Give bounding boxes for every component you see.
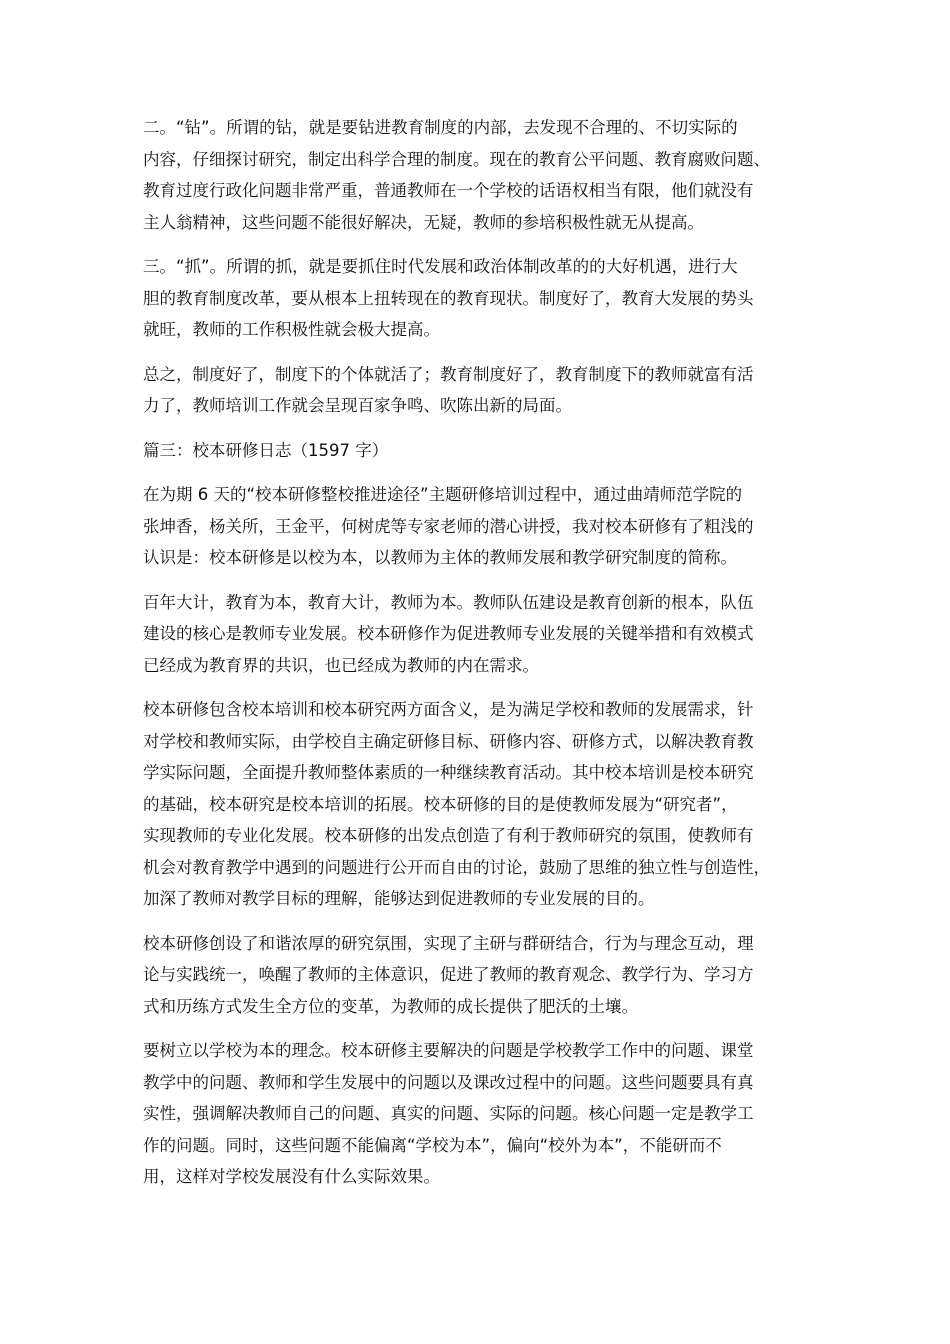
text-line: 建设的核心是教师专业发展。校本研修作为促进教师专业发展的关键举措和有效模式 [143, 624, 754, 643]
text-line: 校本研修创设了和谐浓厚的研究氛围，实现了主研与群研结合，行为与理念互动，理 [143, 933, 754, 953]
text-line: 在为期 6 天的“校本研修整校推进途径”主题研修培训过程中，通过曲靖师范学院的 [143, 485, 743, 504]
para-definition [143, 694, 825, 915]
text-line: 加深了教师对教学目标的理解，能够达到促进教师的专业发展的目的。 [143, 889, 655, 908]
text-line: 用，这样对学校发展没有什么实际效果。 [143, 1167, 440, 1186]
text-line: 教学中的问题、教师和学生发展中的问题以及课改过程中的问题。这些问题要具有真 [143, 1072, 754, 1092]
text-line: 就旺，教师的工作积极性就会极大提高。 [143, 320, 440, 339]
text-line: 张坤香，杨关所，王金平，何树虎等专家老师的潜心讲授，我对校本研修有了粗浅的 [143, 516, 754, 536]
text-line: 胆的教育制度改革，要从根本上扭转现在的教育现状。制度好了，教育大发展的势头 [143, 288, 754, 308]
text-line: 已经成为教育界的共识，也已经成为教师的内在需求。 [143, 655, 539, 675]
text-line: 三。“抓”。所谓的抓，就是要抓住时代发展和政治体制改革的的大好机遇，进行大 [143, 257, 738, 276]
text-line: 百年大计，教育为本，教育大计，教师为本。教师队伍建设是教育创新的根本，队伍 [143, 592, 754, 612]
text-line: 总之，制度好了，制度下的个体就活了；教育制度好了，教育制度下的教师就富有活 [143, 364, 754, 384]
text-line: 篇三：校本研修日志（1597 字） [143, 440, 389, 460]
text-line: 教育过度行政化问题非常严重，普通教师在一个学校的话语权相当有限，他们就没有 [143, 181, 754, 200]
text-line: 学实际问题，全面提升教师整体素质的一种继续教育活动。其中校本培训是校本研究 [143, 763, 754, 782]
text-line: 二。“钻”。所谓的钻，就是要钻进教育制度的内部，去发现不合理的、不切实际的 [143, 118, 738, 137]
text-line: 主人翁精神，这些问题不能很好解决，无疑，教师的参培积极性就无从提高。 [143, 212, 704, 232]
para-zhua [143, 251, 825, 346]
text-line: 对学校和教师实际，由学校自主确定研修目标、研修内容、研修方式，以解决教育教 [143, 731, 754, 751]
text-line: 要树立以学校为本的理念。校本研修主要解决的问题是学校教学工作中的问题、课堂 [143, 1041, 754, 1060]
text-line: 内容，仔细探讨研究，制定出科学合理的制度。现在的教育公平问题、教育腐败问题、 [143, 149, 770, 169]
text-line: 校本研修包含校本培训和校本研究两方面含义，是为满足学校和教师的发展需求，针 [143, 700, 754, 719]
para-summary [143, 359, 825, 422]
text-line: 认识是：校本研修是以校为本，以教师为主体的教师发展和教学研究制度的简称。 [143, 548, 737, 567]
para-intro [143, 479, 825, 574]
para-atmosphere [143, 928, 825, 1023]
document-body [143, 112, 825, 1206]
text-line: 实性，强调解决教师自己的问题、真实的问题、实际的问题。核心问题一定是教学工 [143, 1104, 754, 1123]
text-line: 的基础，校本研究是校本培训的拓展。校本研修的目的是使教师发展为“研究者”， [143, 794, 738, 814]
text-line: 作的问题。同时，这些问题不能偏离“学校为本”，偏向“校外为本”，不能研而不 [143, 1135, 722, 1155]
text-line: 实现教师的专业化发展。校本研修的出发点创造了有利于教师研究的氛围，使教师有 [143, 826, 754, 845]
para-school-based [143, 1035, 825, 1193]
text-line: 机会对教育教学中遇到的问题进行公开而自由的讨论，鼓励了思维的独立性与创造性， [143, 857, 770, 877]
text-line: 力了，教师培训工作就会呈现百家争鸣、吹陈出新的局面。 [143, 396, 572, 415]
section-heading [143, 435, 825, 467]
para-century [143, 587, 825, 682]
text-line: 论与实践统一，唤醒了教师的主体意识，促进了教师的教育观念、教学行为、学习方 [143, 965, 754, 984]
para-zuan [143, 112, 825, 238]
text-line: 式和历练方式发生全方位的变革，为教师的成长提供了肥沃的土壤。 [143, 996, 638, 1016]
